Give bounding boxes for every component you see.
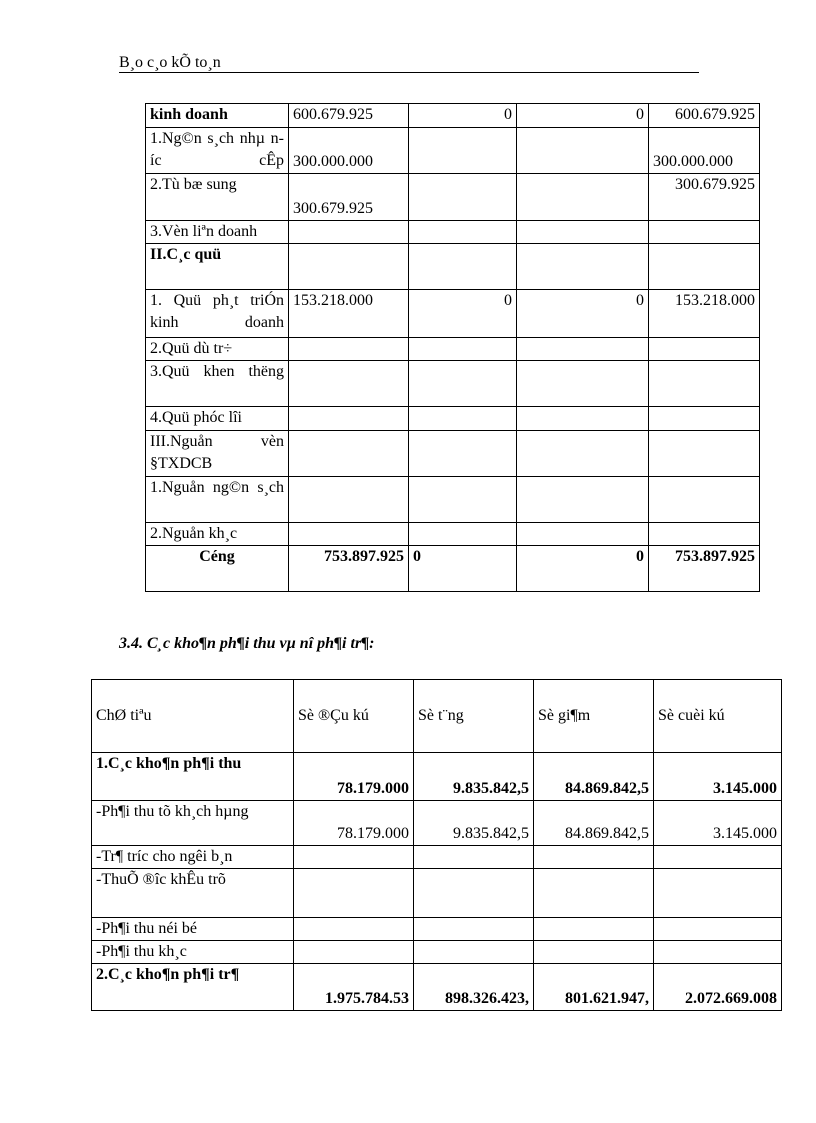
cell-value: [534, 918, 654, 941]
cell-value: 300.000.000: [649, 128, 760, 174]
row-label: -Ph¶i thu kh¸c: [92, 941, 294, 964]
cell-value: 0: [517, 546, 649, 592]
cell-value: [409, 338, 517, 361]
cell-value: 3.145.000: [654, 801, 782, 846]
column-header: Sè gi¶m: [534, 680, 654, 753]
table-row: [92, 846, 782, 869]
column-header: ChØ tiªu: [92, 680, 294, 753]
cell-value: [409, 244, 517, 290]
row-label: 2.Tù bæ sung: [146, 174, 289, 221]
cell-value: [649, 361, 760, 407]
cell-value: [649, 407, 760, 431]
cell-value: 0: [409, 290, 517, 338]
cell-value: [517, 221, 649, 244]
row-label: -Tr¶ tríc cho ngêi b¸n: [92, 846, 294, 869]
cell-value: [289, 523, 409, 546]
table-row: [92, 869, 782, 918]
cell-value: [534, 941, 654, 964]
cell-value: 153.218.000: [649, 290, 760, 338]
cell-value: [409, 431, 517, 477]
cell-value: [294, 846, 414, 869]
cell-value: [517, 338, 649, 361]
cell-value: 753.897.925: [289, 546, 409, 592]
cell-value: 0: [409, 104, 517, 128]
table-row: [146, 104, 760, 128]
table-row: [92, 941, 782, 964]
table-row: [146, 290, 760, 338]
row-label: 2.Nguån kh¸c: [146, 523, 289, 546]
column-header: Sè ®Çu kú: [294, 680, 414, 753]
column-header: Sè t¨ng: [414, 680, 534, 753]
cell-value: 9.835.842,5: [414, 753, 534, 801]
row-label: 2.C¸c kho¶n ph¶i tr¶: [92, 964, 294, 1011]
table-row: [146, 431, 760, 477]
cell-value: [289, 407, 409, 431]
cell-value: [414, 941, 534, 964]
row-label: II.C¸c quü: [146, 244, 289, 290]
table-row: [92, 964, 782, 1011]
cell-value: [414, 869, 534, 918]
cell-value: 300.679.925: [649, 174, 760, 221]
column-header: Sè cuèi kú: [654, 680, 782, 753]
cell-value: [414, 918, 534, 941]
row-label: 1.C¸c kho¶n ph¶i thu: [92, 753, 294, 801]
row-label: -ThuÕ ®îc khÊu trõ: [92, 869, 294, 918]
row-label: 3.Quü khen thëng: [146, 361, 289, 407]
cell-value: [289, 244, 409, 290]
cell-value: 153.218.000: [289, 290, 409, 338]
cell-value: 801.621.947,: [534, 964, 654, 1011]
cell-value: 600.679.925: [289, 104, 409, 128]
cell-value: [534, 846, 654, 869]
table-row-total: [146, 546, 760, 592]
cell-value: [517, 431, 649, 477]
cell-value: [649, 221, 760, 244]
row-label: 1.Nguån ng©n s¸ch: [146, 477, 289, 523]
cell-value: 600.679.925: [649, 104, 760, 128]
row-label: 1. Quü ph¸t triÓn kinh doanh: [146, 290, 289, 338]
table-row: [146, 128, 760, 174]
cell-value: 78.179.000: [294, 801, 414, 846]
cell-value: [409, 128, 517, 174]
row-label: -Ph¶i thu tõ kh¸ch hµng: [92, 801, 294, 846]
table-row: [92, 918, 782, 941]
section-title: 3.4. C¸c kho¶n ph¶i thu vµ nî ph¶i tr¶:: [119, 635, 375, 652]
cell-value: [294, 918, 414, 941]
cell-value: 9.835.842,5: [414, 801, 534, 846]
row-label: III.Nguån vèn §TXDCB: [146, 431, 289, 477]
row-label: -Ph¶i thu néi bé: [92, 918, 294, 941]
cell-value: [517, 477, 649, 523]
cell-value: 3.145.000: [654, 753, 782, 801]
cell-value: [294, 941, 414, 964]
cell-value: 300.000.000: [289, 128, 409, 174]
cell-value: [649, 477, 760, 523]
cell-value: [289, 431, 409, 477]
cell-value: [409, 221, 517, 244]
cell-value: [409, 174, 517, 221]
table-row: [146, 338, 760, 361]
cell-value: [409, 407, 517, 431]
cell-value: [654, 869, 782, 918]
cell-value: [534, 869, 654, 918]
cell-value: [414, 846, 534, 869]
table-header-row: [92, 680, 782, 753]
cell-value: 78.179.000: [294, 753, 414, 801]
cell-value: 898.326.423,: [414, 964, 534, 1011]
row-label: 1.Ng©n s¸ch nhµ níc cÊp: [146, 128, 289, 174]
page-header: B¸o c¸o kÕ to¸n: [119, 53, 699, 73]
cell-value: [649, 523, 760, 546]
cell-value: [649, 244, 760, 290]
cell-value: [517, 174, 649, 221]
receivables-payables-table: [91, 679, 782, 1011]
row-label: 3.Vèn liªn doanh: [146, 221, 289, 244]
row-label: kinh doanh: [146, 104, 289, 128]
cell-value: 0: [409, 546, 517, 592]
row-label: 4.Quü phóc lîi: [146, 407, 289, 431]
row-label: 2.Quü dù tr÷: [146, 338, 289, 361]
table-row: [146, 174, 760, 221]
cell-value: 753.897.925: [649, 546, 760, 592]
table-row: [146, 221, 760, 244]
cell-value: 1.975.784.53: [294, 964, 414, 1011]
cell-value: [517, 361, 649, 407]
cell-value: [654, 918, 782, 941]
cell-value: [654, 846, 782, 869]
cell-value: [409, 477, 517, 523]
cell-value: [649, 338, 760, 361]
cell-value: [649, 431, 760, 477]
cell-value: [517, 128, 649, 174]
table-row: [92, 753, 782, 801]
cell-value: 300.679.925: [289, 174, 409, 221]
cell-value: 84.869.842,5: [534, 753, 654, 801]
cell-value: 0: [517, 290, 649, 338]
table-row: [146, 523, 760, 546]
cell-value: [517, 523, 649, 546]
cell-value: [289, 338, 409, 361]
cell-value: 0: [517, 104, 649, 128]
cell-value: [294, 869, 414, 918]
table-row: [146, 244, 760, 290]
cell-value: [517, 244, 649, 290]
total-label: Céng: [146, 546, 289, 592]
cell-value: [289, 361, 409, 407]
cell-value: 84.869.842,5: [534, 801, 654, 846]
table-row: [146, 407, 760, 431]
cell-value: 2.072.669.008: [654, 964, 782, 1011]
table-row: [146, 477, 760, 523]
cell-value: [517, 407, 649, 431]
cell-value: [409, 523, 517, 546]
cell-value: [409, 361, 517, 407]
cell-value: [289, 221, 409, 244]
cell-value: [654, 941, 782, 964]
table-row: [92, 801, 782, 846]
capital-table: [145, 103, 760, 592]
table-row: [146, 361, 760, 407]
cell-value: [289, 477, 409, 523]
